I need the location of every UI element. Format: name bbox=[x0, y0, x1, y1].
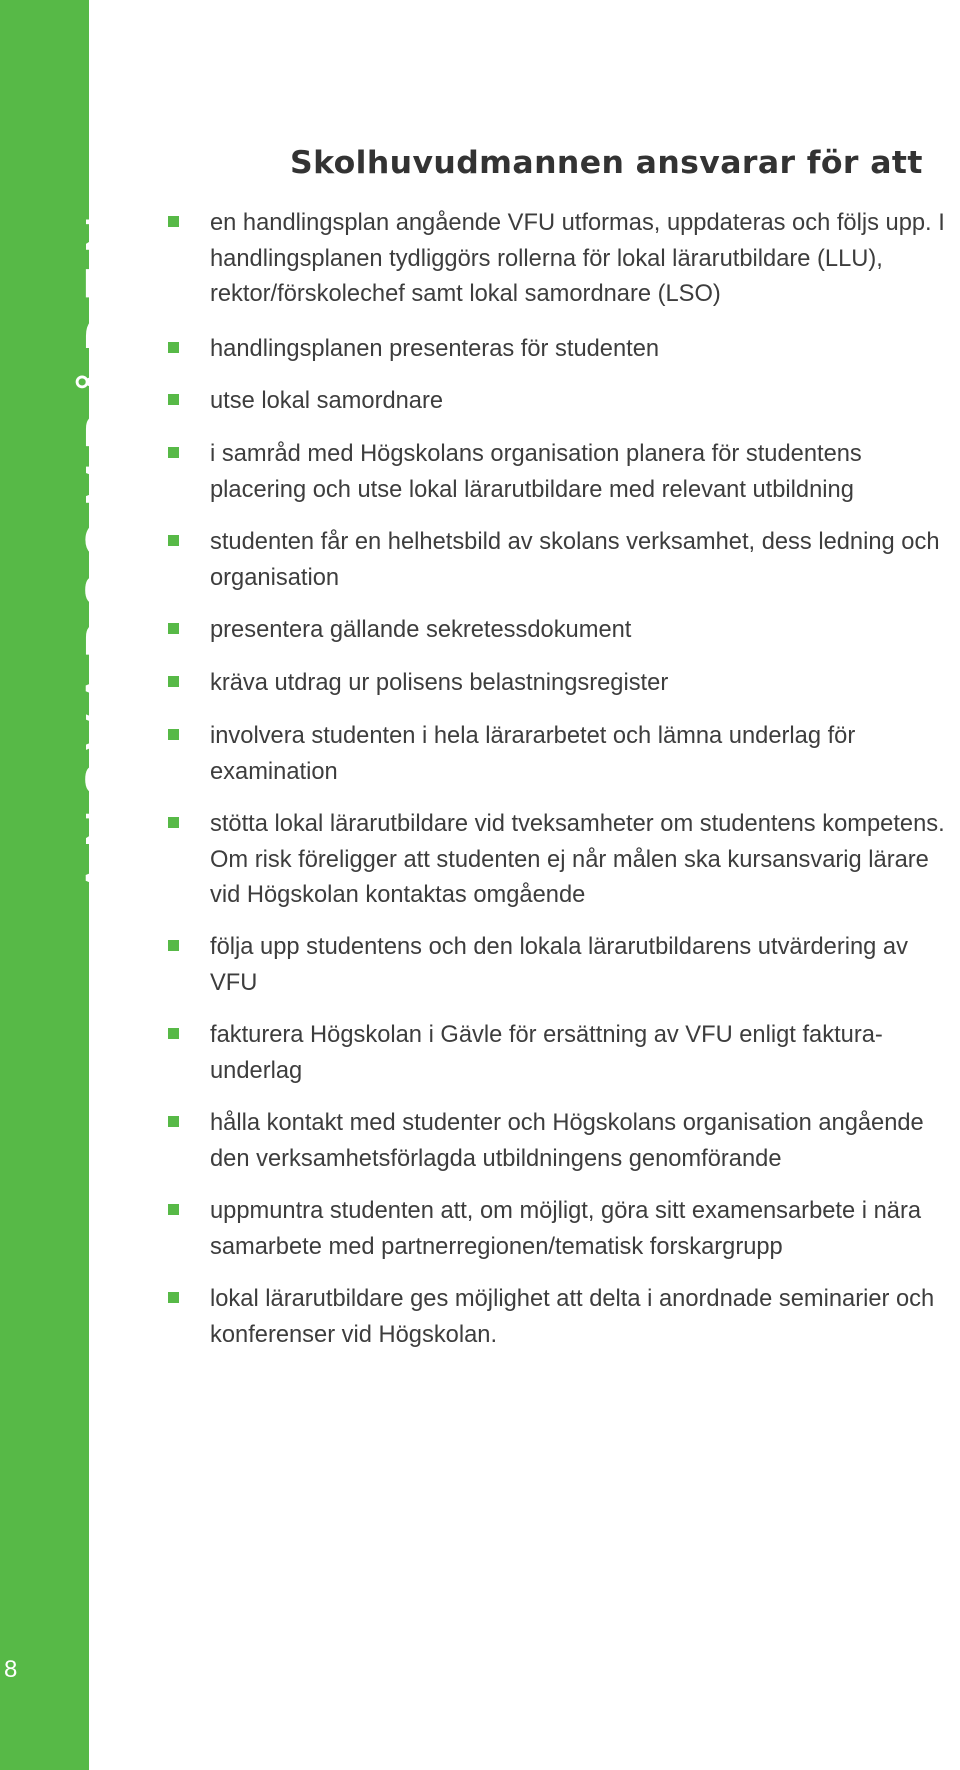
list-item-text: kräva utdrag ur polisens belastningsregister bbox=[210, 670, 669, 696]
page-heading: Skolhuvudmannen ansvarar för att bbox=[290, 145, 923, 181]
list-item-text: handlingsplanen presenteras för studenten bbox=[210, 336, 660, 362]
square-bullet-icon bbox=[168, 1204, 179, 1215]
list-item-text: följa upp studentens och den lokala lärarutbildarens utvärdering av VFU bbox=[210, 934, 908, 996]
list-item-text: involvera studenten i hela lärararbetet och lämna underlag för examination bbox=[210, 723, 856, 785]
list-item-text: utse lokal samordnare bbox=[210, 388, 444, 414]
list-item-text: en handlingsplan angående VFU utformas, uppdateras och följs upp. I handlingsplanen tydliggörs rollerna för lokal lärarutbildare (LLU), rektor/förskolechef samt lokal samordnare (LSO) bbox=[210, 210, 945, 307]
square-bullet-icon bbox=[168, 447, 179, 458]
square-bullet-icon bbox=[168, 1028, 179, 1039]
square-bullet-icon bbox=[168, 1292, 179, 1303]
square-bullet-icon bbox=[168, 1116, 179, 1127]
square-bullet-icon bbox=[168, 940, 179, 951]
square-bullet-icon bbox=[168, 216, 179, 227]
list-item-text: i samråd med Högskolans organisation planera för studentens placering och utse lokal lärarutbildare med relevant utbildning bbox=[210, 441, 862, 503]
square-bullet-icon bbox=[168, 623, 179, 634]
list-item-text: stötta lokal lärarutbildare vid tveksamheter om studentens kompetens. Om risk föreligger att studenten ej når målen ska kursansvarig lärare vid Högskolan kontaktas omgående bbox=[210, 811, 945, 908]
square-bullet-icon bbox=[168, 676, 179, 687]
list-item-text: presentera gällande sekretessdokument bbox=[210, 617, 632, 643]
list-item-text: studenten får en helhetsbild av skolans verksamhet, dess ledning och organisation bbox=[210, 529, 940, 591]
square-bullet-icon bbox=[168, 729, 179, 740]
square-bullet-icon bbox=[168, 342, 179, 353]
square-bullet-icon bbox=[168, 535, 179, 546]
square-bullet-icon bbox=[168, 394, 179, 405]
list-item-text: lokal lärarutbildare ges möjlighet att delta i anordnade seminarier och konferenser vid Högskolan. bbox=[210, 1286, 935, 1348]
square-bullet-icon bbox=[168, 817, 179, 828]
list-item-text: uppmuntra studenten att, om möjligt, göra sitt examensarbete i nära samarbete med partnerregionen/tematisk forskargrupp bbox=[210, 1198, 922, 1260]
list-item-text: fakturera Högskolan i Gävle för ersättning av VFU enligt faktura-underlag bbox=[210, 1022, 883, 1084]
list-item-text: hålla kontakt med studenter och Högskolans organisation angående den verksamhetsförlagda utbildningens genomförande bbox=[210, 1110, 924, 1172]
page-number: 8 bbox=[4, 1656, 18, 1683]
section-title-vertical: ANSVARSOMRÅDEN bbox=[75, 203, 135, 896]
sidebar-band bbox=[0, 0, 135, 1770]
